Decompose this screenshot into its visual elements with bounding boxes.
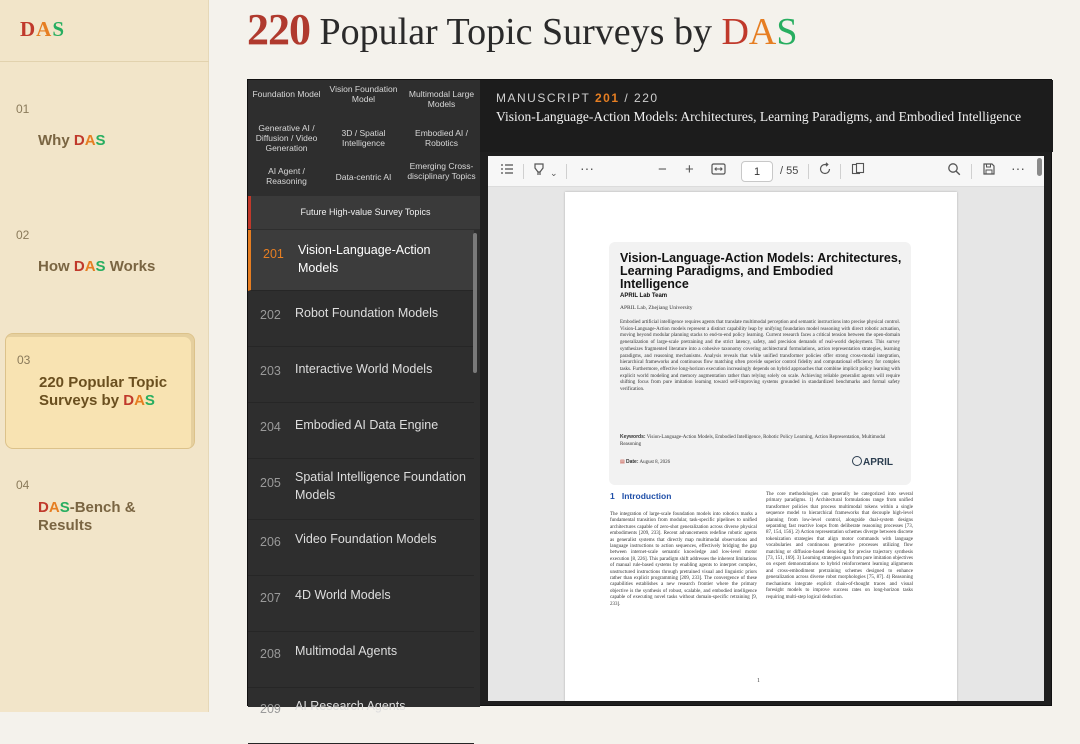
nav-item-topic-surveys[interactable] xyxy=(5,333,195,449)
topic-row-208[interactable]: 208 Multimodal Agents xyxy=(248,632,474,688)
nav-item-why-das[interactable] xyxy=(5,96,195,156)
category-generative-ai[interactable]: Generative AI / Diffusion / Video Generation xyxy=(255,123,318,153)
highlighter-icon[interactable] xyxy=(532,162,546,181)
april-logo: APRIL xyxy=(852,456,893,468)
category-3d-spatial[interactable]: 3D / Spatial Intelligence xyxy=(341,128,386,148)
paper-team: APRIL Lab Team xyxy=(620,293,668,299)
pdf-page-area[interactable] xyxy=(488,187,1044,701)
page-number-input[interactable] xyxy=(741,161,773,182)
pdf-scrollbar[interactable] xyxy=(1037,158,1042,176)
category-multimodal-large-models[interactable]: Multimodal Large Models xyxy=(408,89,475,109)
nav-number: 03 xyxy=(17,353,31,367)
sidebar-nav xyxy=(0,0,209,712)
paper-keywords: Keywords: Vision-Language-Action Models, Embodied Intelligence, Robotic Policy Learning, Action Representation, Multimodal Reasoning xyxy=(620,434,886,447)
pdf-viewer xyxy=(488,156,1044,701)
paper-column-right: The core methodologies can generally be categorized into several primary paradigms. 1) Architectural formulations range from unified transformer policies that process multimodal tokens within a single sequence model to hierarchical frameworks that decouple high-level planning from low-level control, alongside dual-system designs separating fast reactive loops from deliberate reasoning processes [73, 87, 154, 156]. 2) Action representation schemes diverge between discrete tokenization strategies that align motor commands with language vocabularies and continuous generative processes utilizing flow matching or diffusion-based denoising for precise trajectory synthesis [73, 151, 169]. 3) Learning strategies span from pure imitation objectives on expert demonstrations to hybrid reinforcement learning alignments and cross-embodiment pretraining schemes designed to enhance generalization across diverse robot morphologies [75, 87]. 4) Reasoning mechanisms integrate explicit chain-of-thought traces and visual foresight models to improve success rates on long-horizon tasks requiring multi-step logical deduction. xyxy=(766,492,913,600)
topic-scrollbar[interactable] xyxy=(473,233,477,373)
nav-item-das-bench-results[interactable] xyxy=(5,473,195,543)
topic-row-209[interactable]: 209 AI Research Agents xyxy=(248,688,474,744)
divider xyxy=(840,164,841,179)
topic-row-203[interactable]: 203 Interactive World Models xyxy=(248,347,474,403)
topic-row-201[interactable]: 201 Vision-Language-Action Models xyxy=(248,230,474,291)
page-number-footer: 1 xyxy=(757,678,760,684)
save-icon[interactable] xyxy=(982,162,996,181)
pdf-toolbar xyxy=(488,156,1044,187)
rotate-icon[interactable] xyxy=(818,162,832,181)
nav-label: 220 Popular Topic Surveys by DAS xyxy=(39,374,168,409)
category-vision-foundation-model[interactable]: Vision Foundation Model xyxy=(329,84,398,104)
april-logo-icon xyxy=(852,456,862,466)
more-icon[interactable]: ··· xyxy=(1011,160,1025,176)
two-page-icon[interactable] xyxy=(851,162,865,181)
manuscript-counter: MANUSCRIPT 201 / 220 xyxy=(496,91,659,105)
category-emerging-topics[interactable]: Emerging Cross-disciplinary Topics xyxy=(407,161,476,181)
divider xyxy=(971,164,972,179)
topic-row-205[interactable]: 205 Spatial Intelligence Foundation Models xyxy=(248,459,474,520)
nav-label: Why DAS xyxy=(38,132,106,149)
more-icon[interactable]: ··· xyxy=(580,160,594,176)
divider xyxy=(0,61,209,62)
chevron-down-icon[interactable]: ⌄ xyxy=(550,168,558,178)
paper-column-left: The integration of large-scale foundation models into robotics marks a fundamental transition from modular, task-specific pipelines to unified architectures capable of zero-shot generalization across diverse physical embodiments [209, 233]. Recent advancements redefine robotic agents as generalist systems that directly map multimodal observations and language instructions to action sequences, effectively bridging the gap between internet-scale semantic knowledge and low-level motor execution [8, 226]. This paradigm shift addresses the inherent limitations of manual rule-based systems by enabling agents to interpret complex, unstructured instructions through pretrained visual and linguistic priors rather than explicit programming [209, 233]. The convergence of these capabilities establishes a new research frontier where the primary objective is the synthesis of robust, scalable, and embodied intelligence capable of executing novel tasks without domain-specific retraining [9, 233]. xyxy=(610,512,757,607)
topic-row-207[interactable]: 207 4D World Models xyxy=(248,576,474,632)
minus-icon[interactable]: − xyxy=(658,161,667,178)
list-icon[interactable] xyxy=(500,162,514,181)
fit-width-icon[interactable] xyxy=(711,162,726,181)
pdf-page xyxy=(565,192,957,701)
manuscript-title: Vision-Language-Action Models: Architectures, Learning Paradigms, and Embodied Intelligence xyxy=(496,109,1022,124)
manuscript-header xyxy=(480,80,1053,152)
paper-title: Vision-Language-Action Models: Architectures, Learning Paradigms, and Embodied Intelligence xyxy=(620,251,902,291)
category-foundation-model[interactable]: Foundation Model xyxy=(252,89,321,99)
topic-row-206[interactable]: 206 Video Foundation Models xyxy=(248,520,474,576)
paper-date: ▤ Date: August 8, 2026 xyxy=(620,459,671,465)
paper-header-box xyxy=(609,242,911,485)
nav-number: 04 xyxy=(16,478,30,492)
divider xyxy=(523,164,524,179)
paper-affiliation: APRIL Lab, Zhejiang University xyxy=(620,305,693,311)
nav-label: How DAS Works xyxy=(38,258,156,275)
section-heading: 1 Introduction xyxy=(610,491,672,501)
future-topics-tab[interactable]: Future High-value Survey Topics xyxy=(248,196,480,229)
search-icon[interactable] xyxy=(947,162,961,181)
nav-label: DAS-Bench & Results xyxy=(38,499,136,534)
category-ai-agent[interactable]: AI Agent / Reasoning xyxy=(266,166,307,186)
category-embodied-ai[interactable]: Embodied AI / Robotics xyxy=(415,128,468,148)
paper-abstract: Embodied artificial intelligence requires agents that translate multimodal perception and semantic instructions into precise physical control. Vision-Language-Action models represent a distinct capability leap by unifying foundation model reasoning with direct robotic actuation, moving beyond modular planning stacks to end-to-end policy learning. Current research faces a critical tension between the open-domain generalization of large-scale pretraining and the strict latency, safety, and precision demands of real-world deployment. This survey synthesizes fragmented literature into a cohesive taxonomy covering architectural formulations, action representation strategies, learning paradigms, and reasoning mechanisms. Analysis reveals that while unified transformer policies offer strong cross-modal integration, hierarchical frameworks and continuous flow matching often provide superior control fidelity and computational efficiency for complex tasks. Furthermore, effective long-horizon execution increasingly depends on hybrid approaches that combine implicit policy learning with explicit world modeling and memory augmentation rather than relying solely on scale. Achieving reliable generalist agents will require shifting focus from pure imitation learning toward self-improving systems grounded in standardized benchmarks and formal safety verification. xyxy=(620,320,900,393)
topic-row-202[interactable]: 202 Robot Foundation Models xyxy=(248,291,474,347)
divider xyxy=(566,164,567,179)
topic-panel xyxy=(248,80,480,716)
nav-number: 01 xyxy=(16,102,30,116)
page-title: 220 Popular Topic Surveys by DAS xyxy=(247,5,798,54)
divider xyxy=(808,164,809,179)
topic-row-204[interactable]: 204 Embodied AI Data Engine xyxy=(248,403,474,459)
nav-item-how-das-works[interactable] xyxy=(5,222,195,282)
category-data-centric-ai[interactable]: Data-centric AI xyxy=(335,172,392,182)
plus-icon[interactable]: + xyxy=(685,161,694,178)
survey-browser xyxy=(247,79,1052,716)
page-total: / 55 xyxy=(780,165,799,177)
nav-number: 02 xyxy=(16,228,30,242)
logo[interactable]: DAS xyxy=(20,17,66,41)
